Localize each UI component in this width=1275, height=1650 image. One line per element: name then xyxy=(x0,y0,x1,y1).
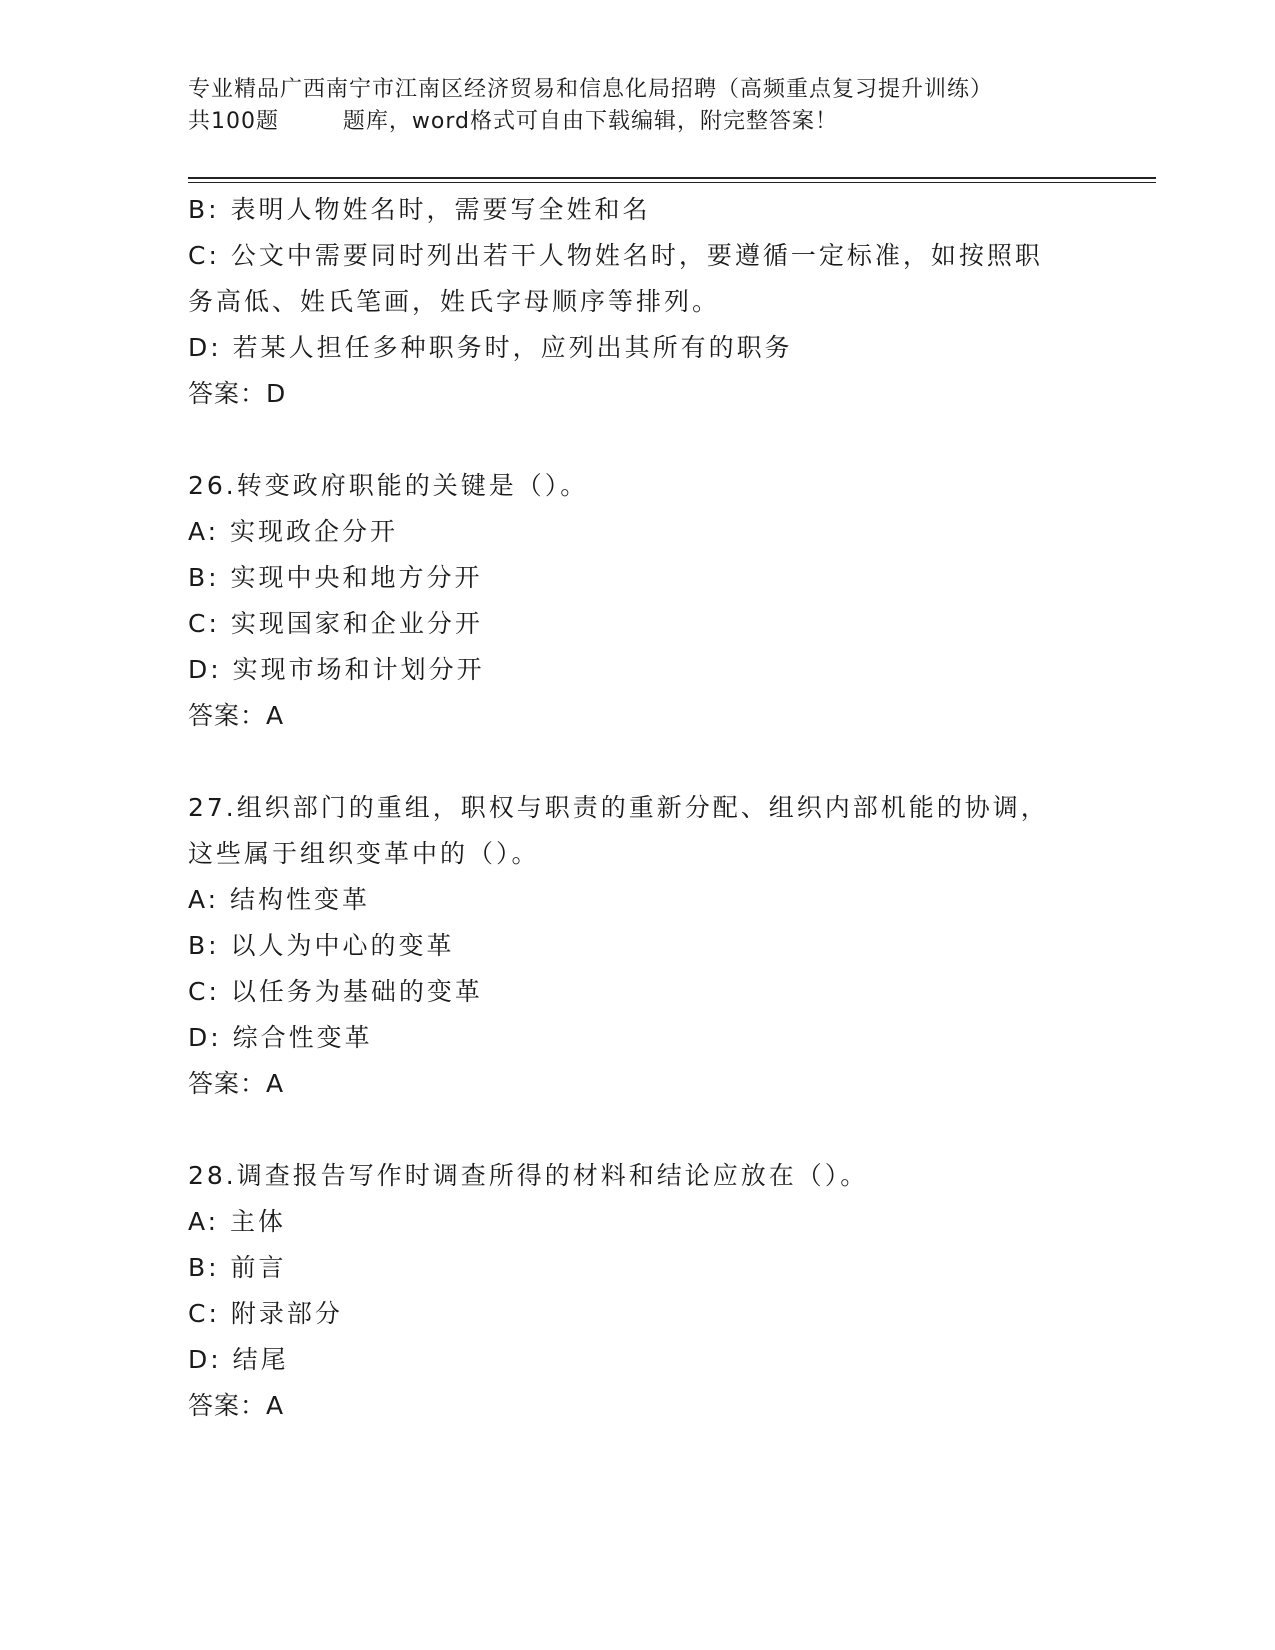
question-25-continued xyxy=(188,187,1088,417)
spacer xyxy=(188,739,1088,785)
option-c-line2: 务高低、姓氏笔画，姓氏字母顺序等排列。 xyxy=(188,287,721,316)
question-26 xyxy=(188,463,1088,739)
header-divider-thick xyxy=(188,177,1156,179)
option-d: D: 实现市场和计划分开 xyxy=(188,655,485,684)
header-title-line2: 共100题 题库，word格式可自由下载编辑，附完整答案！ xyxy=(188,109,839,134)
spacer xyxy=(188,1107,1088,1153)
option-c: C: 实现国家和企业分开 xyxy=(188,609,483,638)
answer-line: 答案：A xyxy=(188,1069,285,1098)
option-d: D: 结尾 xyxy=(188,1345,289,1374)
document-header xyxy=(188,74,1088,138)
option-b: B: 表明人物姓名时，需要写全姓和名 xyxy=(188,195,651,224)
option-c: C: 附录部分 xyxy=(188,1299,343,1328)
option-d: D: 若某人担任多种职务时，应列出其所有的职务 xyxy=(188,333,793,362)
header-divider-thin xyxy=(188,182,1156,183)
option-c: C: 以任务为基础的变革 xyxy=(188,977,483,1006)
option-c-line1: C: 公文中需要同时列出若干人物姓名时，要遵循一定标准，如按照职 xyxy=(188,241,1043,270)
answer-line: 答案：D xyxy=(188,379,287,408)
header-title-line1: 专业精品广西南宁市江南区经济贸易和信息化局招聘（高频重点复习提升训练） xyxy=(188,77,994,102)
option-a: A: 实现政企分开 xyxy=(188,517,399,546)
question-stem: 28.调查报告写作时调查所得的材料和结论应放在（）。 xyxy=(188,1161,869,1190)
answer-line: 答案：A xyxy=(188,1391,285,1420)
option-a: A: 结构性变革 xyxy=(188,885,371,914)
question-stem: 26.转变政府职能的关键是（）。 xyxy=(188,471,589,500)
option-d: D: 综合性变革 xyxy=(188,1023,373,1052)
option-a: A: 主体 xyxy=(188,1207,287,1236)
option-b: B: 前言 xyxy=(188,1253,287,1282)
question-content xyxy=(188,187,1088,1429)
question-27 xyxy=(188,785,1088,1107)
question-stem-line2: 这些属于组织变革中的（）。 xyxy=(188,839,540,868)
option-b: B: 以人为中心的变革 xyxy=(188,931,455,960)
answer-line: 答案：A xyxy=(188,701,285,730)
spacer xyxy=(188,417,1088,463)
question-28 xyxy=(188,1153,1088,1429)
question-stem-line1: 27.组织部门的重组，职权与职责的重新分配、组织内部机能的协调， xyxy=(188,793,1049,822)
option-b: B: 实现中央和地方分开 xyxy=(188,563,483,592)
